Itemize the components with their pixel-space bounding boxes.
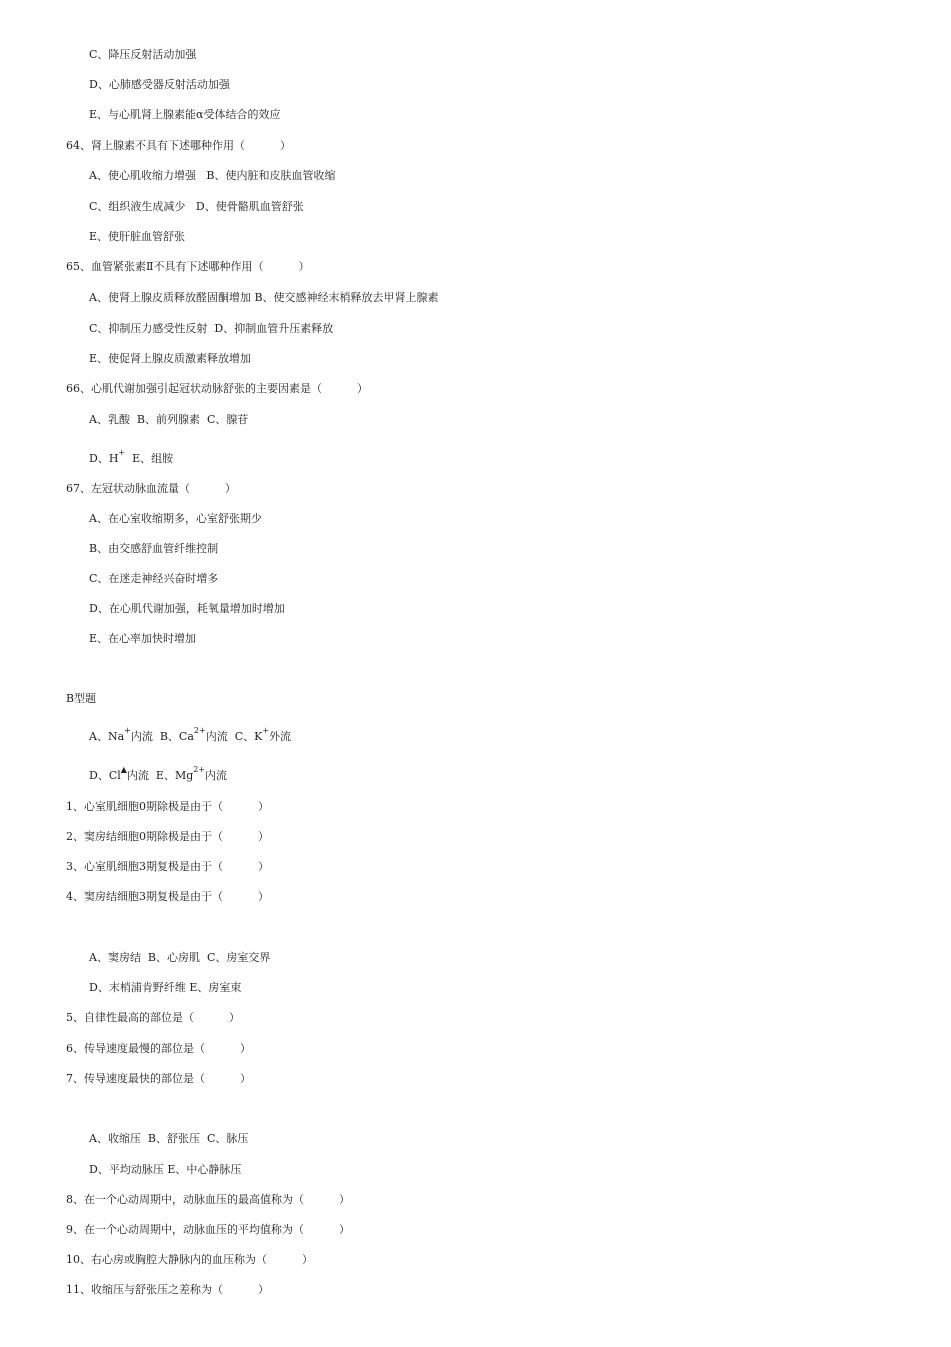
question-text: 8、在一个心动周期中，动脉血压的最高值称为（ ） (66, 1193, 350, 1206)
section-heading: B型题 (66, 692, 97, 705)
answer-options (89, 765, 228, 783)
text-run: 内流 (205, 769, 228, 782)
answer-options: A、在心室收缩期多，心室舒张期少 (89, 512, 262, 525)
answer-options: A、使心肌收缩力增强 B、使内脏和皮肤血管收缩 (89, 169, 336, 182)
superscript: 2+ (193, 726, 206, 735)
question-text: 6、传导速度最慢的部位是（ ） (66, 1042, 251, 1055)
text-run: 内流 B、Ca (130, 730, 194, 743)
answer-options: E、使肝脏血管舒张 (89, 230, 186, 243)
answer-options: D、平均动脉压 E、中心静脉压 (89, 1163, 242, 1176)
question-text: 3、心室肌细胞3期复极是由于（ ） (66, 860, 269, 873)
text-run: E、组胺 (125, 452, 174, 465)
superscript: ▲ (120, 765, 127, 774)
answer-options: D、心肺感受器反射活动加强 (89, 78, 230, 91)
question-text: 4、窦房结细胞3期复极是由于（ ） (66, 890, 269, 903)
text-run: D、H (89, 452, 119, 465)
question-text: 66、心肌代谢加强引起冠状动脉舒张的主要因素是（ ） (66, 382, 368, 395)
answer-options (89, 726, 292, 744)
answer-options (89, 448, 174, 466)
answer-options: D、末梢浦肯野纤维 E、房室束 (89, 981, 242, 994)
text-run: 内流 C、K (205, 730, 263, 743)
question-text: 9、在一个心动周期中，动脉血压的平均值称为（ ） (66, 1223, 350, 1236)
superscript: 2+ (193, 765, 206, 774)
superscript: + (262, 726, 270, 735)
answer-options: A、使肾上腺皮质释放醛固酮增加 B、使交感神经末梢释放去甲肾上腺素 (89, 291, 439, 304)
answer-options: E、在心率加快时增加 (89, 632, 197, 645)
answer-options: A、收缩压 B、舒张压 C、脉压 (89, 1132, 249, 1145)
question-text: 65、血管紧张素Ⅱ不具有下述哪种作用（ ） (66, 260, 310, 273)
superscript: + (124, 726, 131, 735)
text-run: 外流 (269, 730, 292, 743)
answer-options: E、使促肾上腺皮质激素释放增加 (89, 352, 252, 365)
question-text: 11、收缩压与舒张压之差称为（ ） (66, 1283, 269, 1296)
question-text: 5、自律性最高的部位是（ ） (66, 1011, 240, 1024)
answer-options: C、抑制压力感受性反射 D、抑制血管升压素释放 (89, 322, 334, 335)
text-run: D、Cl (89, 769, 121, 782)
answer-options: C、降压反射活动加强 (89, 48, 197, 61)
answer-options: E、与心肌肾上腺素能α受体结合的效应 (89, 108, 281, 121)
question-text: 7、传导速度最快的部位是（ ） (66, 1072, 251, 1085)
superscript: + (118, 448, 126, 457)
question-text: 1、心室肌细胞0期除极是由于（ ） (66, 800, 269, 813)
answer-options: D、在心肌代谢加强，耗氧量增加时增加 (89, 602, 285, 615)
answer-options: C、在迷走神经兴奋时增多 (89, 572, 219, 585)
answer-options: A、窦房结 B、心房肌 C、房室交界 (89, 951, 271, 964)
answer-options: A、乳酸 B、前列腺素 C、腺苷 (89, 413, 249, 426)
answer-options: C、组织液生成减少 D、使骨骼肌血管舒张 (89, 200, 304, 213)
question-text: 67、左冠状动脉血流量（ ） (66, 482, 236, 495)
question-text: 64、肾上腺素不具有下述哪种作用（ ） (66, 139, 291, 152)
question-text: 2、窦房结细胞0期除极是由于（ ） (66, 830, 269, 843)
answer-options: B、由交感舒血管纤维控制 (89, 542, 219, 555)
text-run: A、Na (89, 730, 125, 743)
question-text: 10、右心房或胸腔大静脉内的血压称为（ ） (66, 1253, 313, 1266)
text-run: 内流 E、Mg (126, 769, 194, 782)
